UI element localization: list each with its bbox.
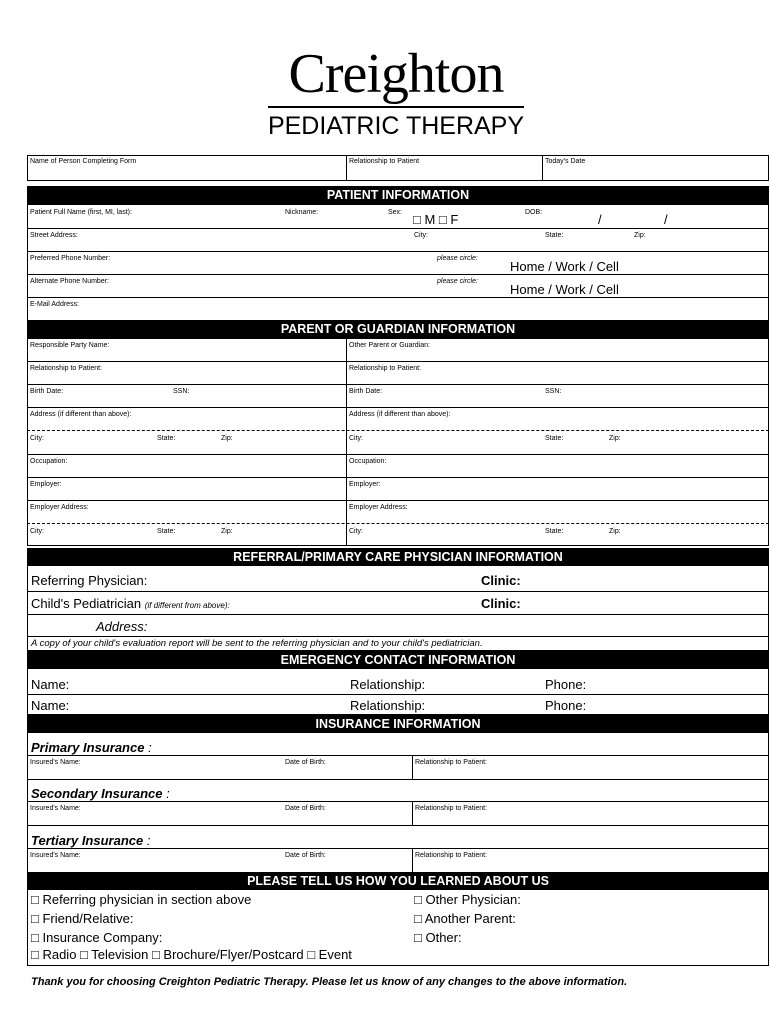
divider <box>27 251 769 252</box>
divider <box>27 848 769 849</box>
address-label: Address (if different than above): <box>30 411 132 418</box>
sex-label: Sex: <box>388 209 403 216</box>
patient-name-label: Patient Full Name (first, MI, last): <box>30 209 132 216</box>
occupation-label: Occupation: <box>30 458 68 465</box>
insured-name-label-2: Insured's Name: <box>30 805 81 812</box>
relationship-label-2: Relationship to Patient: <box>349 365 421 372</box>
thank-you-footer: Thank you for choosing Creighton Pediatric Therapy. Please let us know of any changes to the above information. <box>31 976 628 988</box>
relationship-label: Relationship to Patient <box>349 158 420 165</box>
dob-slash-2: / <box>664 212 668 227</box>
zip-label: Zip: <box>634 232 646 239</box>
insured-relationship-label: Relationship to Patient: <box>415 759 487 766</box>
secondary-insurance-label <box>31 786 170 801</box>
learned-header: PLEASE TELL US HOW YOU LEARNED ABOUT US <box>27 872 769 890</box>
divider <box>27 523 769 524</box>
colon: : <box>148 740 152 755</box>
occupation-label-2: Occupation: <box>349 458 387 465</box>
preferred-phone-label: Preferred Phone Number: <box>30 255 111 262</box>
relationship-field[interactable] <box>349 168 539 178</box>
birth-date-label-2: Birth Date: <box>349 388 383 395</box>
divider <box>27 614 769 615</box>
divider <box>542 155 543 181</box>
patient-section <box>27 186 769 322</box>
address-label-2: Address (if different than above): <box>349 411 451 418</box>
divider <box>27 694 769 695</box>
employer-label-2: Employer: <box>349 481 381 488</box>
divider <box>412 848 413 874</box>
alternate-phone-label: Alternate Phone Number: <box>30 278 109 285</box>
another-parent-option[interactable]: □ Another Parent: <box>414 911 516 926</box>
insured-dob-label-3: Date of Birth: <box>285 852 326 859</box>
sex-options[interactable]: □ M □ F <box>413 212 459 227</box>
relationship-label: Relationship to Patient: <box>30 365 102 372</box>
emergency-header: EMERGENCY CONTACT INFORMATION <box>27 651 769 669</box>
insured-name-label: Insured's Name: <box>30 759 81 766</box>
emergency-relationship-label: Relationship: <box>350 677 426 692</box>
state-label-2: State: <box>545 435 564 442</box>
employer-city-label: City: <box>30 528 44 535</box>
guardian-header: PARENT OR GUARDIAN INFORMATION <box>27 320 769 339</box>
divider <box>27 500 769 501</box>
referring-physician-label: Referring Physician: <box>31 573 148 588</box>
email-label: E-Mail Address: <box>30 301 80 308</box>
emergency-name-label-2: Name: <box>31 698 70 713</box>
emergency-relationship-label-2: Relationship: <box>350 698 426 713</box>
preferred-phone-type[interactable]: Home / Work / Cell <box>510 259 619 274</box>
friend-option[interactable]: □ Friend/Relative: <box>31 911 134 926</box>
emergency-phone-label: Phone: <box>545 677 587 692</box>
employer-label: Employer: <box>30 481 62 488</box>
clinic-label-2: Clinic: <box>481 596 521 611</box>
divider <box>27 801 769 802</box>
employer-address-label: Employer Address: <box>30 504 89 511</box>
divider <box>346 155 347 181</box>
dob-slash-1: / <box>598 212 602 227</box>
city-label: City: <box>30 435 44 442</box>
city-label-2: City: <box>349 435 363 442</box>
employer-state-label-2: State: <box>545 528 564 535</box>
logo-divider <box>268 106 524 108</box>
divider <box>27 228 769 229</box>
alternate-phone-type[interactable]: Home / Work / Cell <box>510 282 619 297</box>
logo-wordmark: Creighton <box>288 43 504 105</box>
date-label: Today's Date <box>545 158 586 165</box>
nickname-label: Nickname: <box>285 209 319 216</box>
colon: : <box>146 833 151 848</box>
colon: : <box>166 786 170 801</box>
insurance-header: INSURANCE INFORMATION <box>27 715 769 733</box>
divider <box>27 407 769 408</box>
completing-field[interactable] <box>30 168 342 178</box>
responsible-label: Responsible Party Name: <box>30 342 110 349</box>
ssn-label: SSN: <box>173 388 190 395</box>
other-option[interactable]: □ Other: <box>414 930 462 945</box>
insured-dob-label: Date of Birth: <box>285 759 326 766</box>
birth-date-label: Birth Date: <box>30 388 64 395</box>
emergency-phone-label-2: Phone: <box>545 698 587 713</box>
divider <box>412 755 413 779</box>
divider <box>27 779 769 780</box>
divider <box>27 430 769 431</box>
zip-label: Zip: <box>221 435 233 442</box>
divider <box>27 297 769 298</box>
address-label: Address: <box>96 619 148 634</box>
emergency-name-label: Name: <box>31 677 70 692</box>
zip-label-2: Zip: <box>609 435 621 442</box>
pediatrician-label <box>31 596 230 613</box>
referring-physician-option[interactable]: □ Referring physician in section above <box>31 892 252 907</box>
patient-header: PATIENT INFORMATION <box>27 186 769 205</box>
tertiary-insurance-text: Tertiary Insurance <box>31 833 144 848</box>
employer-zip-label: Zip: <box>221 528 233 535</box>
insured-relationship-label-2: Relationship to Patient: <box>415 805 487 812</box>
divider <box>27 384 769 385</box>
divider <box>346 339 347 546</box>
insured-relationship-label-3: Relationship to Patient: <box>415 852 487 859</box>
please-circle-label: please circle: <box>437 278 478 285</box>
divider <box>27 755 769 756</box>
divider <box>412 801 413 825</box>
ssn-label-2: SSN: <box>545 388 562 395</box>
primary-insurance-text: Primary Insurance <box>31 740 145 755</box>
employer-address-label-2: Employer Address: <box>349 504 408 511</box>
insured-name-label-3: Insured's Name: <box>30 852 81 859</box>
completing-label: Name of Person Completing Form <box>30 158 137 165</box>
media-options[interactable]: □ Radio □ Television □ Brochure/Flyer/Postcard □ Event <box>31 947 352 962</box>
pediatrician-note: (if different from above): <box>144 601 230 610</box>
report-note: A copy of your child's evaluation report will be sent to the referring physician and to your child's pediatrician. <box>31 638 483 649</box>
street-label: Street Address: <box>30 232 78 239</box>
divider <box>27 825 769 826</box>
guardian-section <box>27 320 769 546</box>
divider <box>27 361 769 362</box>
divider <box>27 477 769 478</box>
divider <box>27 636 769 637</box>
secondary-insurance-text: Secondary Insurance <box>31 786 163 801</box>
employer-state-label: State: <box>157 528 176 535</box>
date-field[interactable] <box>545 168 765 178</box>
referral-header: REFERRAL/PRIMARY CARE PHYSICIAN INFORMATION <box>27 548 769 566</box>
city-label: City: <box>414 232 428 239</box>
divider <box>27 454 769 455</box>
insurance-company-option[interactable]: □ Insurance Company: <box>31 930 163 945</box>
employer-zip-label-2: Zip: <box>609 528 621 535</box>
dob-label: DOB: <box>525 209 543 216</box>
please-circle-label: please circle: <box>437 255 478 262</box>
state-label: State: <box>545 232 564 239</box>
primary-insurance-label <box>31 740 152 755</box>
pediatrician-text: Child's Pediatrician <box>31 596 142 611</box>
other-parent-label: Other Parent or Guardian: <box>349 342 430 349</box>
tertiary-insurance-label <box>31 833 150 848</box>
employer-city-label-2: City: <box>349 528 363 535</box>
divider <box>27 591 769 592</box>
logo-subtitle: PEDIATRIC THERAPY <box>267 112 525 140</box>
state-label: State: <box>157 435 176 442</box>
insured-dob-label-2: Date of Birth: <box>285 805 326 812</box>
clinic-label: Clinic: <box>481 573 521 588</box>
divider <box>27 274 769 275</box>
other-physician-option[interactable]: □ Other Physician: <box>414 892 521 907</box>
